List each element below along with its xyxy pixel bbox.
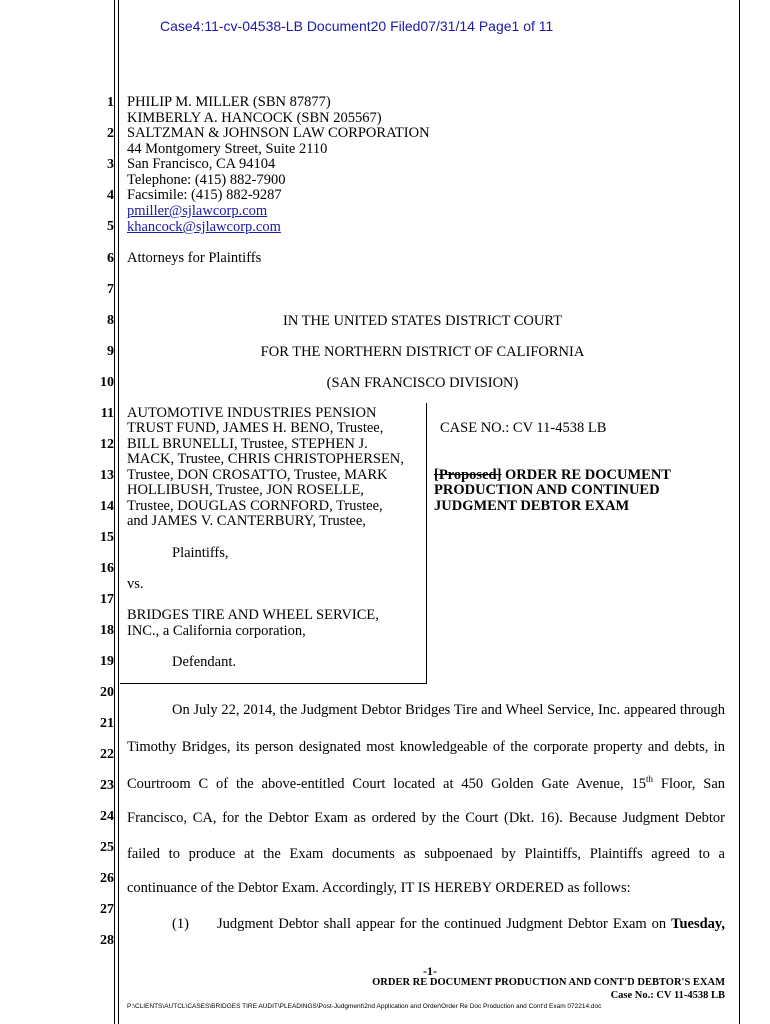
left-margin-rule-outer (114, 0, 115, 1024)
line-number: 26 (100, 871, 114, 886)
plaintiffs-label: Plaintiffs, (172, 545, 229, 561)
line-number: 7 (107, 282, 114, 297)
body-line-6: continuance of the Debtor Exam. Accordingly, IT IS HEREBY ORDERED as follows: (127, 880, 631, 896)
defendant-line: BRIDGES TIRE AND WHEEL SERVICE, (127, 607, 379, 623)
plaintiff-line: MACK, Trustee, CHRIS CHRISTOPHERSEN, (127, 451, 404, 467)
attorney-name: PHILIP M. MILLER (SBN 87877) (127, 94, 331, 110)
line-number: 4 (107, 188, 114, 203)
line-number: 23 (100, 778, 114, 793)
body-line-7 (217, 917, 725, 933)
body-line-1: On July 22, 2014, the Judgment Debtor Bridges Tire and Wheel Service, Inc. appeared through (172, 702, 725, 718)
plaintiff-line: HOLLIBUSH, Trustee, JON ROSELLE, (127, 482, 364, 498)
ecf-header: Case4:11-cv-04538-LB Document20 Filed07/31/14 Page1 of 11 (160, 18, 554, 34)
line-number: 25 (100, 840, 114, 855)
line-number: 13 (100, 468, 114, 483)
line-number: 16 (100, 561, 114, 576)
law-firm-name: SALTZMAN & JOHNSON LAW CORPORATION (127, 125, 430, 141)
plaintiff-line: BILL BRUNELLI, Trustee, STEPHEN J. (127, 436, 368, 452)
left-margin-rule-inner (118, 0, 119, 1024)
body-line-4: Francisco, CA, for the Debtor Exam as ordered by the Court (Dkt. 16). Because Judgment Debtor (127, 810, 725, 826)
email-link-khancock[interactable]: khancock@sjlawcorp.com (127, 219, 281, 235)
line-number: 18 (100, 623, 114, 638)
line-number: 24 (100, 809, 114, 824)
line-number: 9 (107, 344, 114, 359)
line-number: 15 (100, 530, 114, 545)
line-number: 19 (100, 654, 114, 669)
document-title-line2: PRODUCTION AND CONTINUED (434, 482, 660, 498)
plaintiff-line: AUTOMOTIVE INDUSTRIES PENSION (127, 405, 377, 421)
footer-case-number: Case No.: CV 11-4538 LB (610, 990, 725, 1001)
line-number: 17 (100, 592, 114, 607)
attorneys-for-label: Attorneys for Plaintiffs (127, 250, 262, 266)
body-line-2: Timothy Bridges, its person designated most knowledgeable of the corporate property and debts, in (127, 739, 725, 755)
footer-title: ORDER RE DOCUMENT PRODUCTION AND CONT'D DEBTOR'S EXAM (372, 977, 725, 988)
body-line-5: failed to produce at the Exam documents as subpoenaed by Plaintiffs, Plaintiffs agreed to a (127, 846, 725, 862)
body-line-3 (127, 774, 725, 793)
line-number: 3 (107, 157, 114, 172)
court-heading-line1: IN THE UNITED STATES DISTRICT COURT (283, 313, 562, 329)
paragraph-number: (1) (172, 916, 189, 932)
body-line-7a: Judgment Debtor shall appear for the continued Judgment Debtor Exam on (217, 916, 672, 932)
footer-file-path: P:\CLIENTS\AUTCL\CASES\BRIDGES TIRE AUDIT\PLEADINGS\Post-Judgment\2nd Application and Order\Order Re Doc Production and Cont'd Exam 072214.doc (127, 1003, 602, 1010)
line-number: 6 (107, 251, 114, 266)
line-number: 1 (107, 95, 114, 110)
page-number: -1- (423, 964, 437, 978)
line-number: 14 (100, 499, 114, 514)
line-number: 28 (100, 933, 114, 948)
firm-telephone: Telephone: (415) 882-7900 (127, 172, 286, 188)
attorney-name: KIMBERLY A. HANCOCK (SBN 205567) (127, 110, 382, 126)
versus-label: vs. (127, 576, 144, 592)
plaintiff-line: TRUST FUND, JAMES H. BENO, Trustee, (127, 420, 384, 436)
line-number: 22 (100, 747, 114, 762)
plaintiff-line: Trustee, DON CROSATTO, Trustee, MARK (127, 467, 388, 483)
proposed-strikeout: [Proposed] (434, 467, 502, 483)
line-number: 10 (100, 375, 114, 390)
court-heading-line2: FOR THE NORTHERN DISTRICT OF CALIFORNIA (260, 344, 585, 360)
line-number: 20 (100, 685, 114, 700)
line-number: 8 (107, 313, 114, 328)
line-number: 21 (100, 716, 114, 731)
line-number: 2 (107, 126, 114, 141)
case-number: CASE NO.: CV 11-4538 LB (440, 420, 607, 436)
firm-street-address: 44 Montgomery Street, Suite 2110 (127, 141, 328, 157)
plaintiff-line: and JAMES V. CANTERBURY, Trustee, (127, 513, 366, 529)
plaintiff-line: Trustee, DOUGLAS CORNFORD, Trustee, (127, 498, 383, 514)
court-heading-line3: (SAN FRANCISCO DIVISION) (326, 375, 519, 391)
firm-facsimile: Facsimile: (415) 882-9287 (127, 187, 282, 203)
line-number: 12 (100, 437, 114, 452)
body-line-3a: Courtroom C of the above-entitled Court located at 450 Golden Gate Avenue, 15 (127, 775, 647, 792)
defendant-line: INC., a California corporation, (127, 623, 306, 639)
firm-city-address: San Francisco, CA 94104 (127, 156, 276, 172)
document-title-line3: JUDGMENT DEBTOR EXAM (434, 498, 630, 514)
line-number: 5 (107, 219, 114, 234)
document-title-line1: ORDER RE DOCUMENT (501, 467, 671, 483)
line-number: 27 (100, 902, 114, 917)
body-line-7b: Tuesday, (671, 916, 725, 932)
right-margin-rule (739, 0, 740, 1024)
email-link-pmiller[interactable]: pmiller@sjlawcorp.com (127, 203, 268, 219)
defendant-label: Defendant. (172, 654, 237, 670)
line-number: 11 (100, 406, 114, 421)
ordinal-suffix: th (646, 774, 654, 784)
body-line-3b: Floor, San (653, 775, 726, 792)
